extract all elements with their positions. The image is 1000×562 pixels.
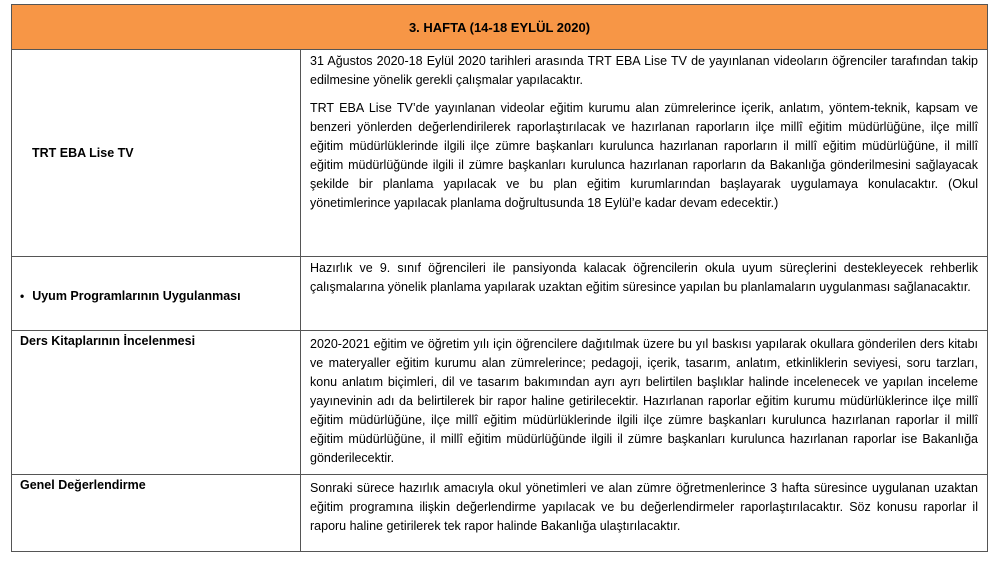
table-row xyxy=(12,475,987,551)
row-label: Genel Değerlendirme xyxy=(20,478,146,492)
row-label-cell xyxy=(12,475,301,551)
table-row xyxy=(12,50,987,257)
weekly-plan-table xyxy=(11,4,988,552)
row-content-cell xyxy=(301,50,987,256)
row-content-cell xyxy=(301,331,987,474)
paragraph: 31 Ağustos 2020-18 Eylül 2020 tarihleri arasında TRT EBA Lise TV de yayınlanan videoların öğrenciler tarafından takip edilmesine yönelik gerekli çalışmalar yapılacaktır. xyxy=(310,54,978,87)
row-label: TRT EBA Lise TV xyxy=(32,146,134,160)
paragraph: 2020-2021 eğitim ve öğretim yılı için öğrencilere dağıtılmak üzere bu yıl baskısı yapılarak okullara gönderilen ders kitabı ve materyaller eğitim kurumu alan zümrelerince; pedagoji, içerik, tasarım, anlatım, etkinliklerin seviyesi, soru tarzları, konu anlatım biçimleri, dil ve tasarım bakımından ayrı ayrı belirtilen başlıklar halinde incelenecek ve yapılan inceleme yayınevinin adı da belirtilerek bir rapor haline getirilecektir. Hazırlanan raporlar eğitim kurumu müdürlüklerince ilçe millî eğitim müdürlüğüne, ilçe millî eğitim müdürlüklerinde ilgili ilçe zümre başkanları kurulunca hazırlanan raporlar il millî eğitim müdürlüğüne, il millî eğitim müdürlüğünde ilgili il zümre başkanları kurulunca hazırlanan raporlar ise Bakanlığa gönderilecektir. xyxy=(310,337,978,465)
row-label: Ders Kitaplarının İncelenmesi xyxy=(20,334,196,348)
row-content-cell xyxy=(301,475,987,551)
table-row xyxy=(12,331,987,475)
table-row xyxy=(12,257,987,331)
row-label-cell xyxy=(12,331,301,474)
row-label: Uyum Programlarının Uygulanması xyxy=(32,288,241,303)
paragraph: TRT EBA Lise TV’de yayınlanan videolar eğitim kurumu alan zümrelerince içerik, anlatım, yöntem-teknik, kapsam ve benzeri yönlerden değerlendirilerek raporlaştırılacak ve hazırlanan raporların ilçe millî eğitim müdürlüğüne, ilçe millî eğitim müdürlüklerinde ilgili ilçe zümre başkanları kurulunca hazırlanan raporların il millî eğitim müdürlüğüne, il millî eğitim müdürlüğünde ilgili il zümre başkanları kurulunca hazırlanan raporların da Bakanlığa gönderilmesini sağlayacak şekilde bir planlama yapılacak ve bu plan eğitim kurumlarından başlayarak uygulamaya konulacaktır. (Okul yönetimlerince yapılacak planlama doğrultusunda 18 Eylül’e kadar devam edecektir.) xyxy=(310,101,978,210)
week-title: 3. HAFTA (14-18 EYLÜL 2020) xyxy=(408,19,591,35)
row-label-cell xyxy=(12,50,301,256)
paragraph: Sonraki sürece hazırlık amacıyla okul yönetimleri ve alan zümre öğretmenlerince 3 hafta süresince uygulanan uzaktan eğitim programına ilişkin değerlendirme yapılacak ve bu değerlendirmeler raporlaştırılacaktır. Söz konusu raporlar il raporu haline getirilerek tek rapor halinde Bakanlığa ulaştırılacaktır. xyxy=(310,481,978,533)
bullet-icon: • xyxy=(20,288,25,303)
row-label-cell xyxy=(12,257,301,330)
week-header xyxy=(12,5,987,50)
paragraph: Hazırlık ve 9. sınıf öğrencileri ile pansiyonda kalacak öğrencilerin okula uyum süreçlerini destekleyecek rehberlik çalışmalarına yönelik planlama yapılarak uzaktan eğitim süresince yapılan bu planlamaların uygulanması sağlanacaktır. xyxy=(310,261,978,294)
row-content-cell xyxy=(301,257,987,330)
